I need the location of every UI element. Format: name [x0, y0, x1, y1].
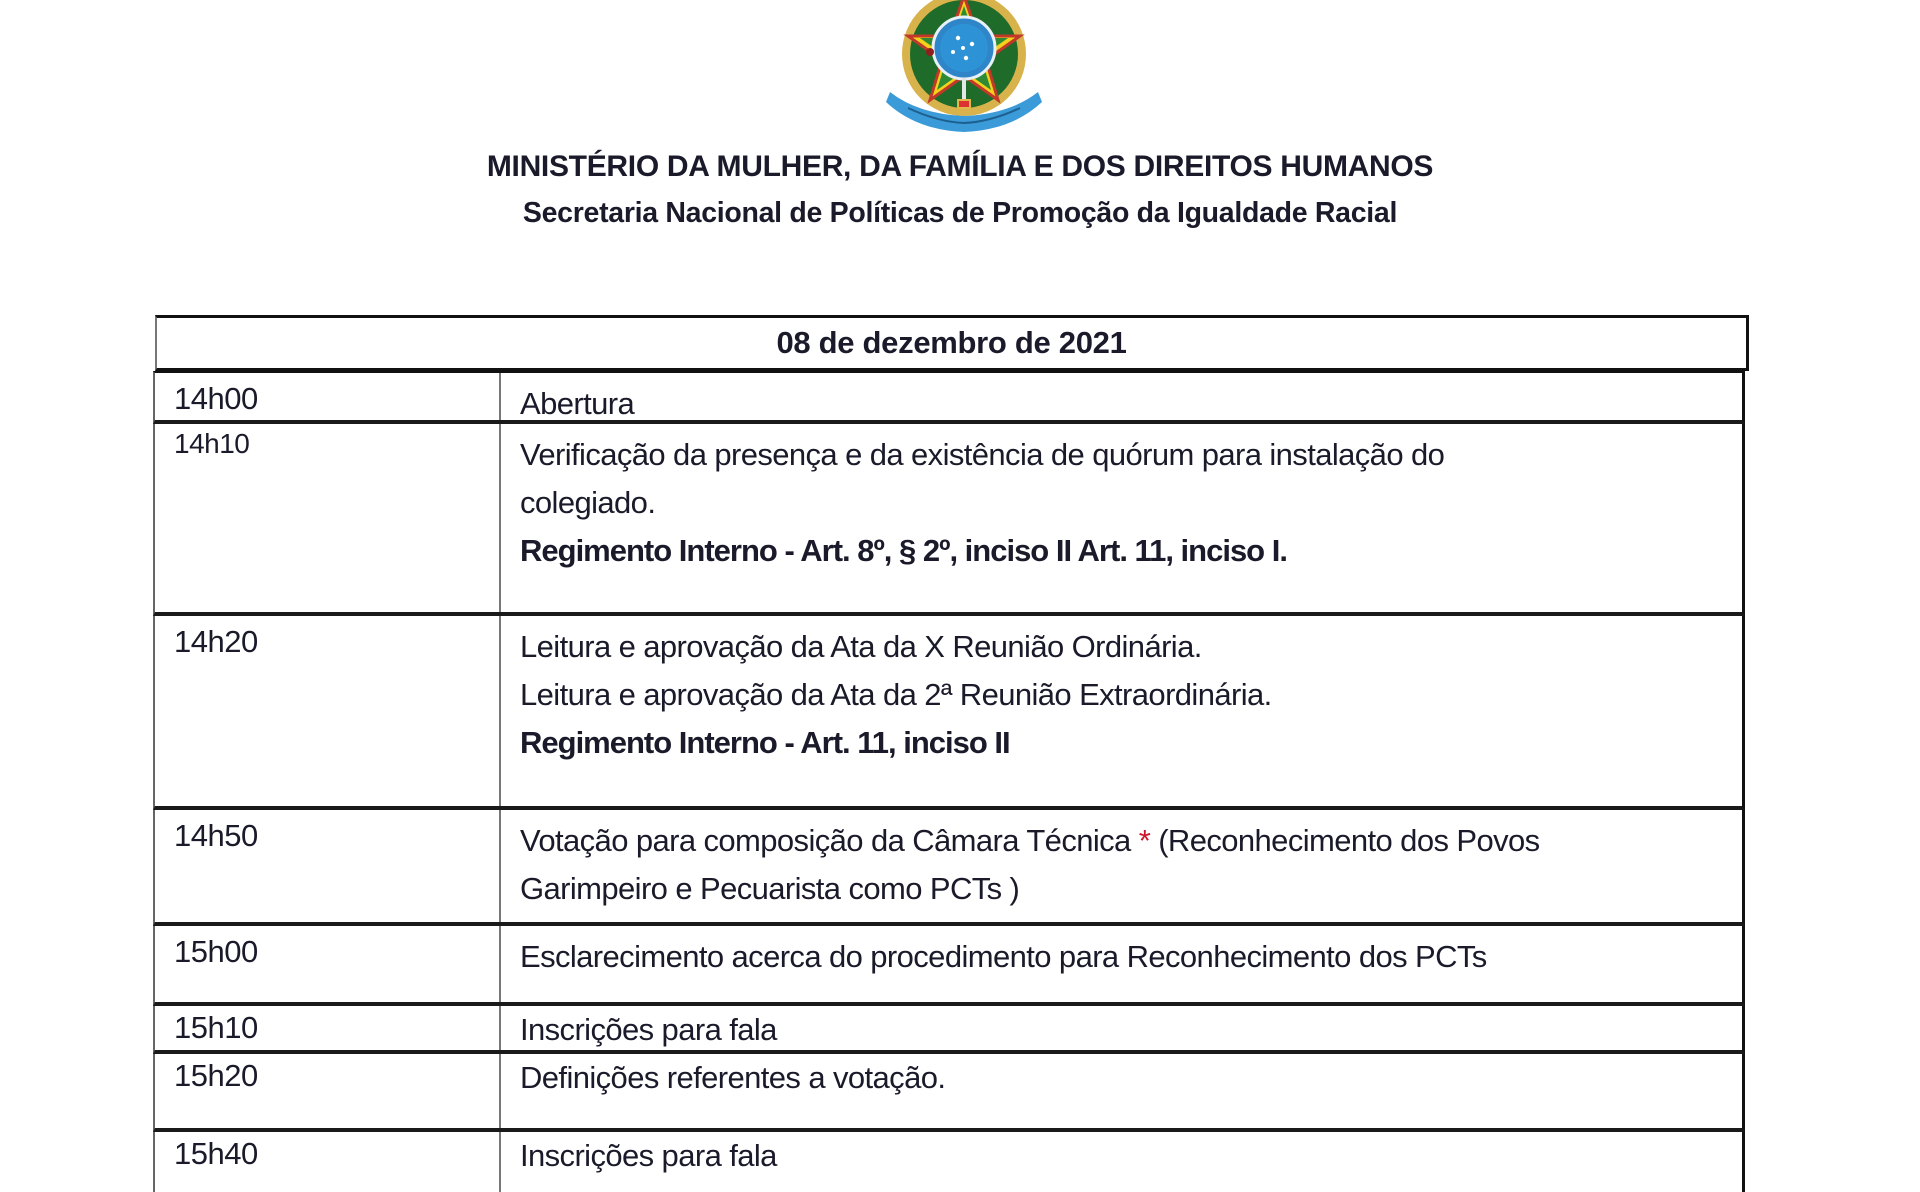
agenda-row-14h50 — [153, 810, 1745, 926]
asterisk-footnote-marker: * — [1138, 823, 1151, 858]
agenda-item-text: Votação para composição da Câmara Técnica — [520, 823, 1131, 858]
agenda-description — [501, 616, 1742, 806]
agenda-time: 15h40 — [155, 1132, 501, 1192]
agenda-row-14h20 — [153, 616, 1745, 810]
agenda-item-text: Esclarecimento acerca do procedimento para Reconhecimento dos PCTs — [520, 939, 1487, 974]
agenda-item-text: Leitura e aprovação da Ata da X Reunião Ordinária. — [520, 629, 1202, 664]
agenda-table — [153, 371, 1745, 1192]
agenda-item-text: Garimpeiro e Pecuarista como PCTs ) — [520, 871, 1020, 906]
agenda-description — [501, 926, 1742, 1002]
agenda-row-14h00 — [153, 371, 1745, 424]
agenda-item-text: Abertura — [520, 386, 635, 421]
agenda-row-15h20 — [153, 1054, 1745, 1132]
agenda-row-15h40 — [153, 1132, 1745, 1192]
agenda-item-text: Definições referentes a votação. — [520, 1060, 946, 1095]
agenda-row-15h10 — [153, 1006, 1745, 1054]
agenda-description — [501, 424, 1742, 612]
agenda-description — [501, 1132, 1742, 1192]
secretariat-title: Secretaria Nacional de Políticas de Promoção da Igualdade Racial — [522, 197, 1398, 229]
agenda-row-15h00 — [153, 926, 1745, 1006]
agenda-description — [501, 810, 1742, 922]
agenda-time: 15h00 — [155, 926, 501, 1002]
ministry-title: MINISTÉRIO DA MULHER, DA FAMÍLIA E DOS DIREITOS HUMANOS — [486, 150, 1434, 183]
agenda-time: 15h20 — [155, 1054, 501, 1128]
agenda-time: 14h10 — [155, 424, 501, 612]
agenda-item-text: colegiado. — [520, 485, 656, 520]
agenda-regulation-reference: Regimento Interno - Art. 11, inciso II — [520, 725, 1010, 760]
agenda-item-text: Inscrições para fala — [520, 1138, 777, 1173]
agenda-row-14h10 — [153, 424, 1745, 616]
agenda-time: 15h10 — [155, 1006, 501, 1050]
agenda-item-text: Inscrições para fala — [520, 1012, 777, 1047]
agenda-description — [501, 1054, 1742, 1128]
agenda-time: 14h00 — [155, 373, 501, 420]
agenda-item-text: Leitura e aprovação da Ata da 2ª Reunião Extraordinária. — [520, 677, 1272, 712]
agenda-time: 14h20 — [155, 616, 501, 806]
coat-of-arms-icon — [878, 0, 1050, 142]
agenda-regulation-reference: Regimento Interno - Art. 8º, § 2º, inciso II Art. 11, inciso I. — [520, 533, 1287, 568]
agenda-item-text: (Reconhecimento dos Povos — [1150, 823, 1540, 858]
agenda-date-header: 08 de dezembro de 2021 — [155, 315, 1749, 371]
agenda-time: 14h50 — [155, 810, 501, 922]
agenda-description — [501, 373, 1742, 420]
agenda-item-text: Verificação da presença e da existência de quórum para instalação do — [520, 437, 1445, 472]
agenda-description — [501, 1006, 1742, 1050]
